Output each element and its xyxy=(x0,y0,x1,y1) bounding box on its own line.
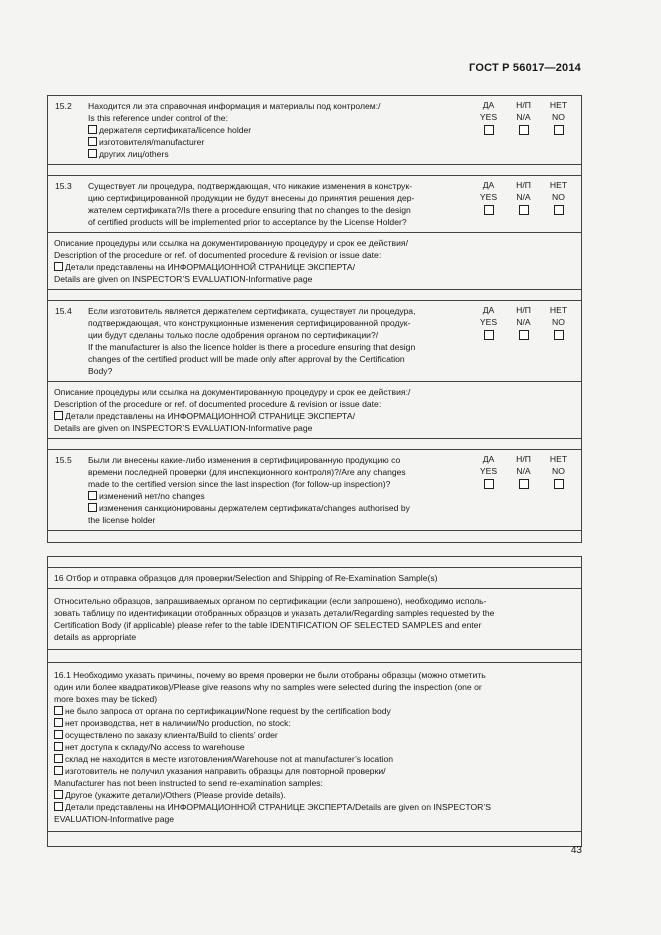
question-15-5 xyxy=(48,450,581,531)
question-text: Если изготовитель является держателем сертификата, существует ли процедура, подтверждающая, что конструкционные изменения сертифицированной продук- ции будут сделаны только после одобрения органом по сертификации?/ If the manufacturer is also the licence holder is there a procedure ensuring that design changes of the certified product will be made only after approval by the Certification Body? xyxy=(88,306,416,376)
yes-na-no-options: ДА YES Н/П N/A НЕТ NO xyxy=(471,305,576,377)
question-text: Находится ли эта справочная информация и материалы под контролем:/ Is this reference under control of the: держателя сертификата/licence holder изготовителя/manufacturer других лиц/others xyxy=(88,101,381,159)
procedure-description-15-3: Описание процедуры или ссылка на документированную процедуру и срок ее действия/ Description of the procedure or ref. of documented procedure & revision or issue date: Детали представлены на ИНФОРМАЦИОННОЙ СТРАНИЦЕ ЭКСПЕРТА/ Details are given on INSPECTOR’S EVALUATION-Informative page xyxy=(48,233,581,290)
yes-checkbox[interactable] xyxy=(484,125,494,135)
question-15-4 xyxy=(48,301,581,382)
page-number: 43 xyxy=(570,845,582,856)
question-text: Были ли внесены какие-либо изменения в сертифицированную продукцию со времени последней проверки (для инспекционного контроля)?/Are any changes made to the certified version since the last inspection (for follow-up inspection)? изменений нет/no changes изменения санкционированы держателем сертификата/changes authorised by the license holder xyxy=(88,455,410,525)
section-16-table xyxy=(47,556,582,847)
checkbox[interactable] xyxy=(88,149,97,158)
no-checkbox[interactable] xyxy=(554,479,564,489)
checkbox[interactable] xyxy=(54,718,63,727)
na-checkbox[interactable] xyxy=(519,479,529,489)
na-checkbox[interactable] xyxy=(519,330,529,340)
checkbox[interactable] xyxy=(88,125,97,134)
checkbox[interactable] xyxy=(54,742,63,751)
checkbox[interactable] xyxy=(88,503,97,512)
question-number: 15.4 xyxy=(55,306,72,316)
checkbox[interactable] xyxy=(88,137,97,146)
blank-row xyxy=(48,557,581,568)
blank-row xyxy=(48,531,581,542)
checkbox[interactable] xyxy=(54,802,63,811)
blank-row xyxy=(48,165,581,176)
section-16-title: 16 Отбор и отправка образцов для проверки/Selection and Shipping of Re-Examination Sample(s) xyxy=(48,568,581,589)
checkbox[interactable] xyxy=(54,730,63,739)
section-16-1-reasons: 16.1 Необходимо указать причины, почему во время проверки не были отобраны образцы (можно отметить один или более квадратиков)/Please give reasons why no samples were selected during the inspection (one or more boxes may be ticked) не было запроса от органа по сертификации/None request by the certification body нет производства, нет в наличии/No production, no stock: осуществлено по заказу клиента/Build to clients’ order нет доступа к складу/No access to warehouse склад не находится в месте изготовления/Warehouse not at manufacturer’s location изготовитель не получил указания направить образцы для повторной проверки/ Manufacturer has not been instructed to send re-examination samples: Другое (укажите детали)/Others (Please provide details). Детали представлены на ИНФОРМАЦИОННОЙ СТРАНИЦЕ ЭКСПЕРТА/Details are given on INSPECTOR’S EVALUATION-Informative page xyxy=(48,663,581,832)
yes-na-no-options: ДА YES Н/П N/A НЕТ NO xyxy=(471,100,576,160)
na-checkbox[interactable] xyxy=(519,205,529,215)
yes-checkbox[interactable] xyxy=(484,205,494,215)
no-checkbox[interactable] xyxy=(554,125,564,135)
question-15-3 xyxy=(48,176,581,233)
question-number: 15.2 xyxy=(55,101,72,111)
blank-row xyxy=(48,650,581,663)
blank-row xyxy=(48,832,581,846)
checkbox[interactable] xyxy=(54,754,63,763)
question-number: 15.3 xyxy=(55,181,72,191)
yes-na-no-options: ДА YES Н/П N/A НЕТ NO xyxy=(471,454,576,526)
checkbox[interactable] xyxy=(54,790,63,799)
question-15-2 xyxy=(48,96,581,165)
no-checkbox[interactable] xyxy=(554,330,564,340)
checkbox[interactable] xyxy=(88,491,97,500)
section-16-instructions: Относительно образцов, запрашиваемых органом по сертификации (если запрошено), необходимо исполь- зовать таблицу по идентификации отобранных образцов и указать детали/Regarding samples requested by the Certification Body (if applicable) please refer to the table IDENTIFICATION OF SELECTED SAMPLES and enter details as appropriate xyxy=(48,589,581,650)
yes-checkbox[interactable] xyxy=(484,330,494,340)
no-checkbox[interactable] xyxy=(554,205,564,215)
checkbox[interactable] xyxy=(54,411,63,420)
blank-row xyxy=(48,439,581,450)
procedure-description-15-4: Описание процедуры или ссылка на документированную процедуру и срок ее действия:/ Description of the procedure or ref. of documented procedure & revision or issue date: Детали представлены на ИНФОРМАЦИОННОЙ СТРАНИЦЕ ЭКСПЕРТА/ Details are given on INSPECTOR’S EVALUATION-Informative page xyxy=(48,382,581,439)
yes-na-no-options: ДА YES Н/П N/A НЕТ NO xyxy=(471,180,576,228)
blank-row xyxy=(48,290,581,301)
na-checkbox[interactable] xyxy=(519,125,529,135)
question-number: 15.5 xyxy=(55,455,72,465)
section-15-table xyxy=(47,95,582,543)
checkbox[interactable] xyxy=(54,766,63,775)
yes-checkbox[interactable] xyxy=(484,479,494,489)
document-code: ГОСТ Р 56017—2014 xyxy=(469,62,581,74)
checkbox[interactable] xyxy=(54,262,63,271)
checkbox[interactable] xyxy=(54,706,63,715)
question-text: Существует ли процедура, подтверждающая, что никакие изменения в конструк- цию сертифицированной продукции не будут внесены до принятия решения дер- жателем сертификата?/Is there a procedure ensuring that no changes to the design of certified products will be implemented prior to acceptance by the License Holder? xyxy=(88,181,415,227)
